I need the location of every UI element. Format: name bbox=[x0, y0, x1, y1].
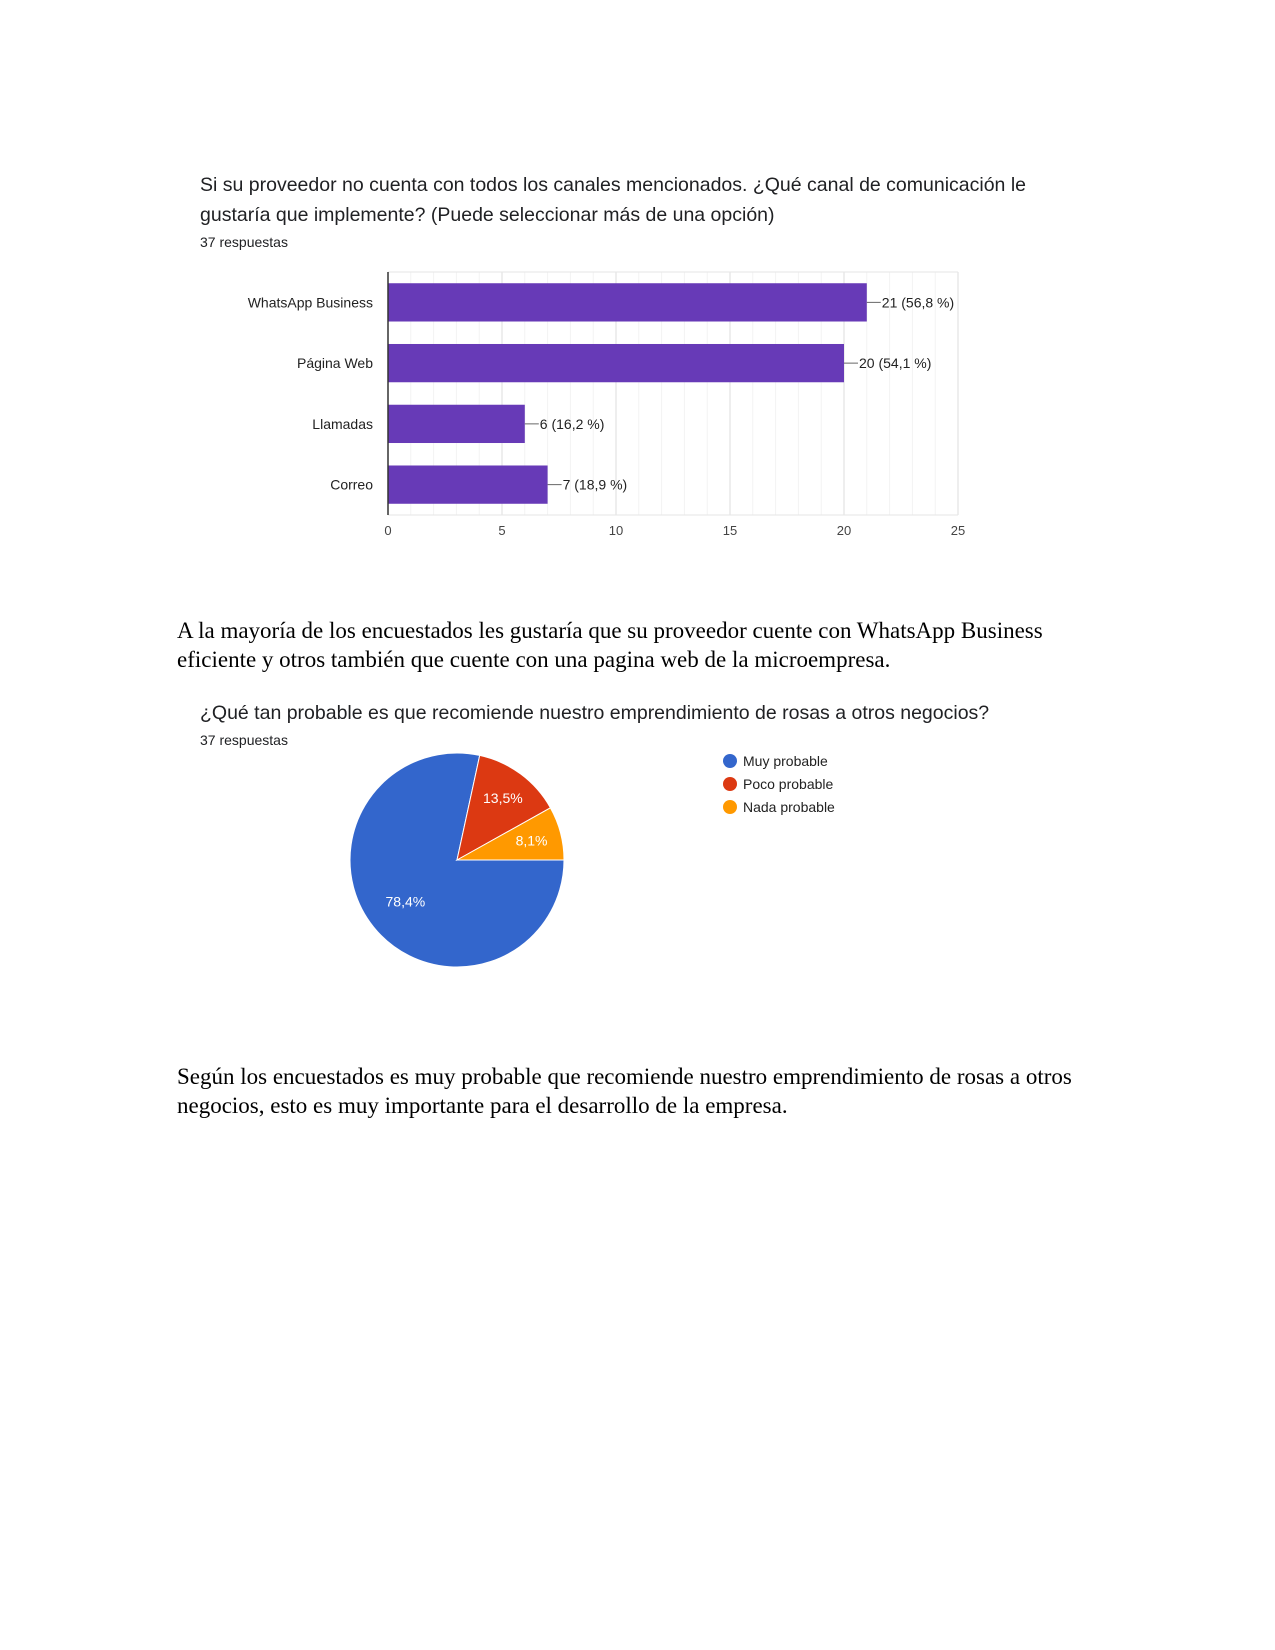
legend-label: Nada probable bbox=[743, 799, 835, 815]
data-label: 21 (56,8 %) bbox=[881, 294, 955, 311]
paragraph-pie-summary: Según los encuestados es muy probable que recomiende nuestro emprendimiento de rosas a otros negocios, esto es muy importante para el desarrollo de la empresa. bbox=[177, 1064, 1072, 1118]
legend-swatch bbox=[723, 754, 737, 768]
legend-label: Muy probable bbox=[743, 753, 828, 769]
x-tick-label: 5 bbox=[498, 523, 506, 538]
pie-chart bbox=[340, 753, 900, 1010]
category-label: Correo bbox=[330, 476, 373, 493]
bar-correo bbox=[388, 465, 548, 503]
legend-label: Poco probable bbox=[743, 776, 834, 792]
x-tick-label: 20 bbox=[836, 523, 852, 538]
bar-chart-response-count: 37 respuestas bbox=[200, 234, 288, 250]
data-label: 6 (16,2 %) bbox=[539, 415, 605, 432]
pie-chart-question: ¿Qué tan probable es que recomiende nuestro emprendimiento de rosas a otros negocios? bbox=[200, 702, 990, 724]
x-tick-label: 15 bbox=[722, 523, 738, 538]
x-tick-label: 10 bbox=[608, 523, 624, 538]
paragraph-bar-summary: A la mayoría de los encuestados les gustaría que su proveedor cuente con WhatsApp Business eficiente y otros también que cuente con una pagina web de la microempresa. bbox=[177, 618, 1043, 672]
category-label: Página Web bbox=[296, 355, 373, 372]
category-label: WhatsApp Business bbox=[247, 294, 373, 311]
bar-whatsapp-business bbox=[388, 283, 867, 321]
x-tick-label: 25 bbox=[950, 523, 966, 538]
pie-data-label: 8,1% bbox=[515, 832, 548, 849]
bar-chart-header bbox=[200, 170, 1080, 250]
pie-data-label: 13,5% bbox=[483, 790, 523, 807]
data-label: 7 (18,9 %) bbox=[562, 476, 628, 493]
pie-chart-header bbox=[200, 698, 1080, 748]
legend-swatch bbox=[723, 800, 737, 814]
bar-llamadas bbox=[388, 405, 525, 443]
x-tick-label: 0 bbox=[384, 523, 392, 538]
pie-chart-response-count: 37 respuestas bbox=[200, 732, 288, 748]
legend-swatch bbox=[723, 777, 737, 791]
category-label: Llamadas bbox=[312, 415, 373, 432]
pie-data-label: 78,4% bbox=[385, 893, 426, 910]
bar-p-gina-web bbox=[388, 344, 844, 382]
bar-chart bbox=[200, 270, 1000, 555]
bar-chart-question: Si su proveedor no cuenta con todos los canales mencionados. ¿Qué canal de comunicación le gustaría que implemente? (Puede seleccionar más de una opción) bbox=[200, 174, 1026, 226]
data-label: 20 (54,1 %) bbox=[859, 355, 932, 372]
